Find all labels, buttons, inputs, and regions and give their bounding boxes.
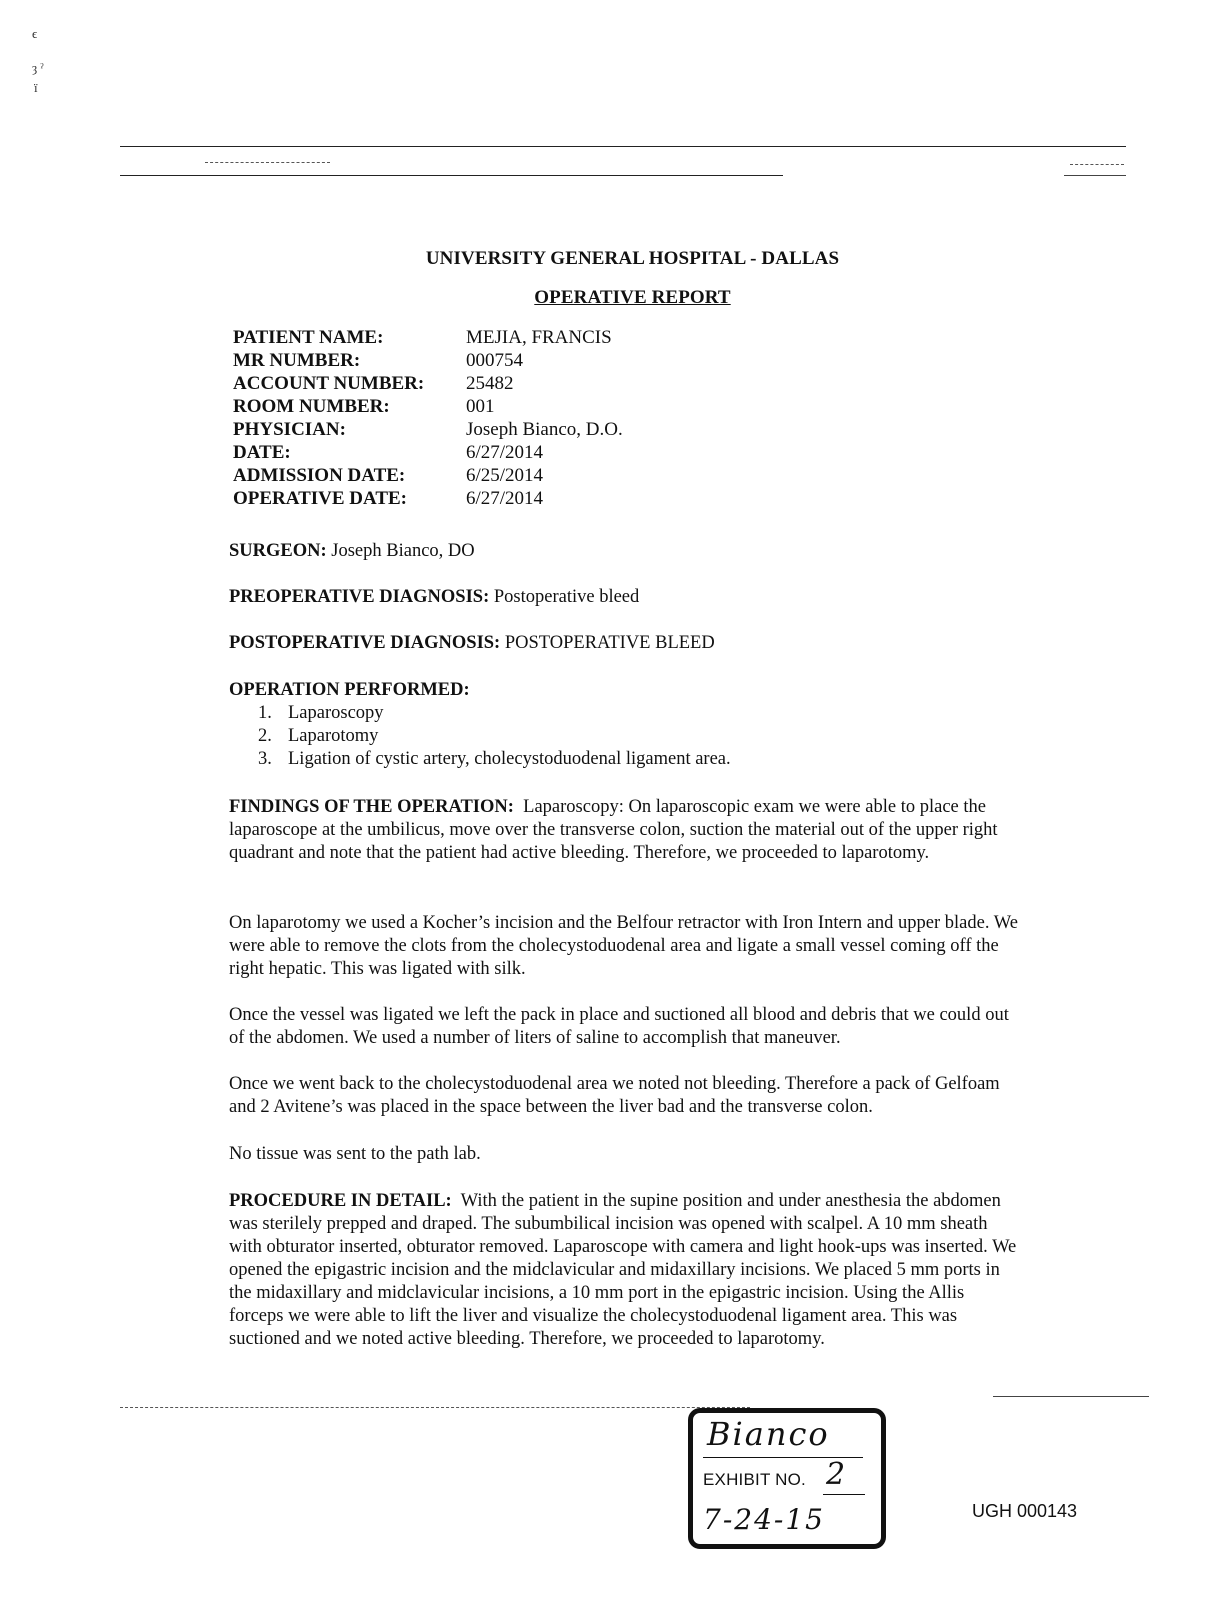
list-item-text: Ligation of cystic artery, cholecystoduodenal ligament area.: [288, 749, 731, 769]
postop-value: POSTOPERATIVE BLEED: [504, 633, 715, 653]
hospital-name: UNIVERSITY GENERAL HOSPITAL - DALLAS: [425, 248, 840, 269]
exhibit-number: 2: [826, 1457, 846, 1492]
info-label: ACCOUNT NUMBER:: [233, 373, 425, 394]
list-item: [258, 748, 731, 771]
postop-diagnosis: [229, 632, 1019, 655]
info-row: [233, 441, 623, 464]
list-item-number: 2.: [258, 726, 272, 746]
footer-rule-right: [993, 1396, 1149, 1397]
info-label: ADMISSION DATE:: [233, 465, 406, 486]
scan-mark: ï: [34, 80, 38, 95]
findings-paragraph: [229, 796, 1019, 865]
preop-diagnosis: [229, 586, 1019, 609]
findings-label: FINDINGS OF THE OPERATION:: [229, 797, 514, 817]
info-label: OPERATIVE DATE:: [233, 488, 408, 509]
header-rule-left: [120, 175, 783, 176]
info-value: 000754: [466, 350, 523, 371]
exhibit-label: EXHIBIT NO.: [703, 1470, 806, 1489]
procedure-paragraph: [229, 1190, 1019, 1351]
operation-list: [258, 702, 731, 771]
info-label: ROOM NUMBER:: [233, 396, 390, 417]
patient-info-table: [233, 326, 623, 510]
header-dash-left: [205, 162, 330, 163]
exhibit-number-line: [823, 1494, 865, 1495]
procedure-label: PROCEDURE IN DETAIL:: [229, 1191, 452, 1211]
bates-number: UGH 000143: [972, 1501, 1078, 1521]
info-row: [233, 395, 623, 418]
info-value: 6/27/2014: [466, 488, 544, 509]
list-item: [258, 725, 731, 748]
preop-label: PREOPERATIVE DIAGNOSIS:: [229, 587, 490, 607]
scan-mark: ȝ ˀ: [32, 60, 44, 75]
info-value: 6/25/2014: [466, 465, 544, 486]
info-value: 6/27/2014: [466, 442, 544, 463]
body-paragraph: [229, 912, 1019, 981]
list-item-text: Laparotomy: [288, 726, 379, 746]
info-value: 001: [466, 396, 495, 417]
header-dash-right: [1070, 164, 1124, 165]
info-value: 25482: [466, 373, 514, 394]
list-item: [258, 702, 731, 725]
info-row: [233, 349, 623, 372]
header-rule-right: [1064, 175, 1126, 176]
exhibit-date: 7-24-15: [703, 1503, 825, 1536]
info-row: [233, 464, 623, 487]
surgeon-label: SURGEON:: [229, 541, 327, 561]
info-row: [233, 418, 623, 441]
body-paragraph: [229, 1073, 1019, 1119]
info-row: [233, 326, 623, 349]
preop-value: Postoperative bleed: [493, 587, 640, 607]
info-value: MEJIA, FRANCIS: [466, 327, 612, 348]
footer-rule-left: [120, 1407, 750, 1408]
paragraph-text: Once the vessel was ligated we left the pack in place and suctioned all blood and debris that we could out of the abdomen. We used a number of liters of saline to accomplish that maneuver.: [229, 1005, 1009, 1048]
info-row: [233, 487, 623, 510]
postop-label: POSTOPERATIVE DIAGNOSIS:: [229, 633, 501, 653]
exhibit-signature: Bianco: [707, 1415, 830, 1453]
info-label: DATE:: [233, 442, 291, 463]
body-paragraph: [229, 1143, 1019, 1166]
header-rule-top: [120, 146, 1126, 147]
surgeon-value: Joseph Bianco, DO: [331, 541, 475, 561]
procedure-text: With the patient in the supine position and under anesthesia the abdomen was sterilely prepped and draped. The subumbilical incision was opened with scalpel. A 10 mm sheath with obturator inserted, obturator removed. Laparoscope with camera and light hook-ups was inserted. We opened the epigastric incision and the midclavicular and midaxillary incisions. We placed 5 mm ports in the midaxillary and midclavicular incisions, a 10 mm port in the epigastric incision. Using the Allis forceps we were able to lift the liver and visualize the cholecystoduodenal ligament area. This was suctioned and we noted active bleeding. Therefore, we proceeded to laparotomy.: [229, 1191, 1017, 1349]
operation-label: OPERATION PERFORMED:: [229, 680, 470, 700]
exhibit-stamp: [688, 1408, 886, 1549]
list-item-number: 1.: [258, 703, 272, 723]
list-item-text: Laparoscopy: [288, 703, 384, 723]
list-item-number: 3.: [258, 749, 272, 769]
info-label: PHYSICIAN:: [233, 419, 346, 440]
findings-text: Laparoscopy: On laparoscopic exam we were able to place the laparoscope at the umbilicus, move over the transverse colon, suction the material out of the upper right quadrant and note that the patient had active bleeding. Therefore, we proceeded to laparotomy.: [229, 797, 998, 863]
info-row: [233, 372, 623, 395]
report-title: OPERATIVE REPORT: [534, 287, 731, 308]
info-label: MR NUMBER:: [233, 350, 361, 371]
paragraph-text: On laparotomy we used a Kocher’s incision and the Belfour retractor with Iron Intern and upper blade. We were able to remove the clots from the cholecystoduodenal area and ligate a small vessel coming off the right hepatic. This was ligated with silk.: [229, 913, 1018, 979]
paragraph-text: No tissue was sent to the path lab.: [229, 1144, 481, 1164]
scan-mark: ϵ: [32, 26, 38, 41]
paragraph-text: Once we went back to the cholecystoduodenal area we noted not bleeding. Therefore a pack of Gelfoam and 2 Avitene’s was placed in the space between the liver bad and the transverse colon.: [229, 1074, 1000, 1117]
body-paragraph: [229, 1004, 1019, 1050]
info-value: Joseph Bianco, D.O.: [466, 419, 623, 440]
info-label: PATIENT NAME:: [233, 327, 384, 348]
operation-heading: [229, 679, 1019, 702]
surgeon-line: [229, 540, 1019, 563]
